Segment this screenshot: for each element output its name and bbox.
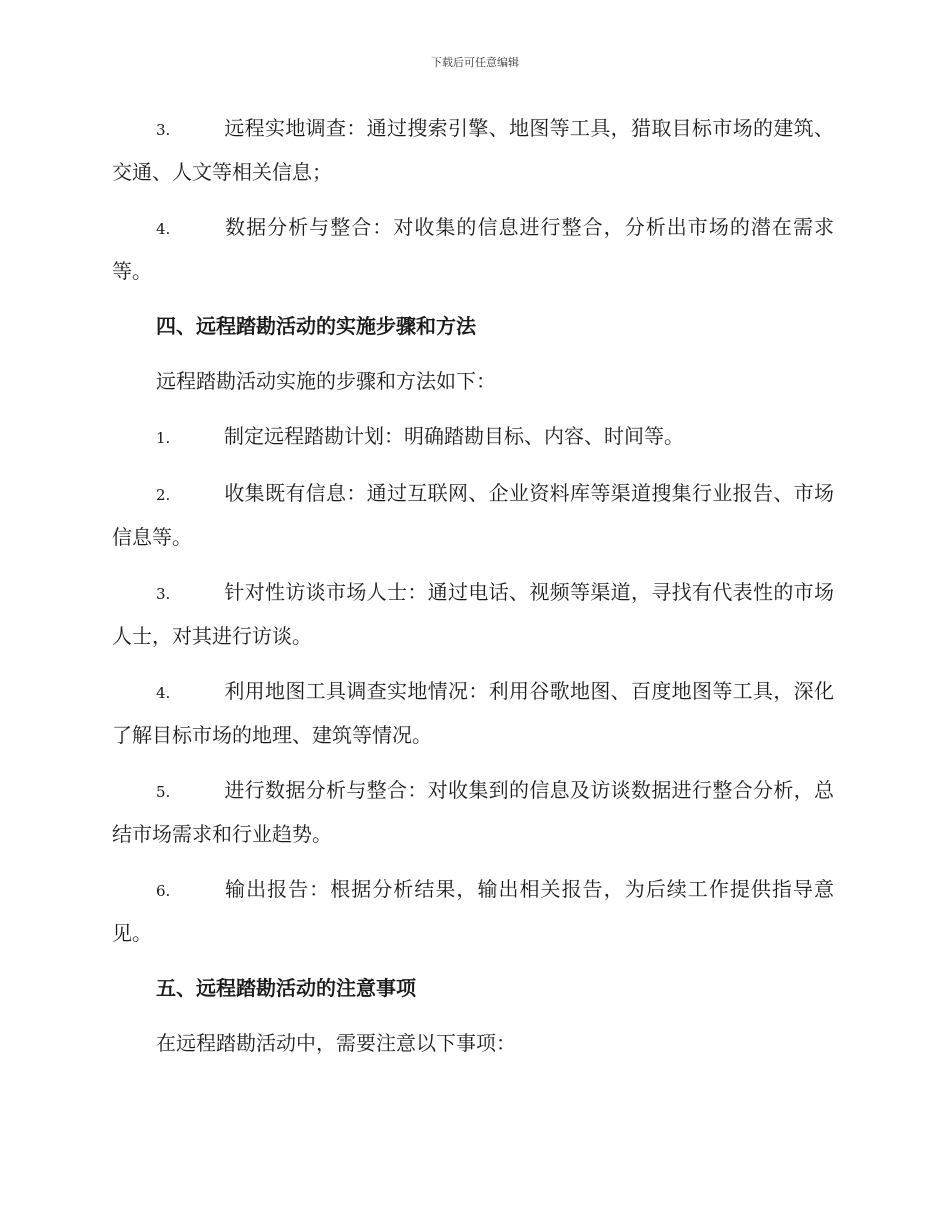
list-item <box>112 868 834 954</box>
list-number: 6. <box>156 882 171 900</box>
list-item-text: 输出报告：根据分析结果，输出相关报告，为后续工作提供指导意见。 <box>112 877 834 945</box>
list-item-text: 针对性访谈市场人士：通过电话、视频等渠道，寻找有代表性的市场人士，对其进行访谈。 <box>112 580 834 648</box>
list-number: 3. <box>156 585 171 603</box>
section-heading: 五、远程踏勘活动的注意事项 <box>156 976 416 1000</box>
section-heading: 四、远程踏勘活动的实施步骤和方法 <box>156 314 476 338</box>
paragraph: 远程踏勘活动实施的步骤和方法如下： <box>156 369 496 393</box>
list-item <box>112 472 834 558</box>
list-item <box>112 769 834 855</box>
document-body <box>112 107 834 1077</box>
list-item-text: 制定远程踏勘计划：明确踏勘目标、内容、时间等。 <box>224 424 684 448</box>
list-number: 2. <box>156 486 171 504</box>
list-item-text: 利用地图工具调查实地情况：利用谷歌地图、百度地图等工具，深化了解目标市场的地理、建筑等情况。 <box>112 679 834 747</box>
list-number: 4. <box>156 684 171 702</box>
list-item <box>112 206 834 292</box>
paragraph: 在远程踏勘活动中，需要注意以下事项： <box>156 1031 516 1055</box>
list-item-text: 远程实地调查：通过搜索引擎、地图等工具，猎取目标市场的建筑、交通、人文等相关信息； <box>112 116 834 184</box>
list-number: 3. <box>156 121 171 139</box>
list-item-text: 进行数据分析与整合：对收集到的信息及访谈数据进行整合分析，总结市场需求和行业趋势。 <box>112 778 834 846</box>
list-item <box>112 107 834 193</box>
list-item-text: 收集既有信息：通过互联网、企业资料库等渠道搜集行业报告、市场信息等。 <box>112 481 834 549</box>
list-number: 4. <box>156 220 171 238</box>
list-number: 1. <box>156 429 171 447</box>
list-item <box>112 571 834 657</box>
list-number: 5. <box>156 783 171 801</box>
list-item <box>112 670 834 756</box>
list-item <box>112 415 834 459</box>
list-item-text: 数据分析与整合：对收集的信息进行整合，分析出市场的潜在需求等。 <box>112 215 834 283</box>
page-header: 下载后可任意编辑 <box>431 56 519 69</box>
